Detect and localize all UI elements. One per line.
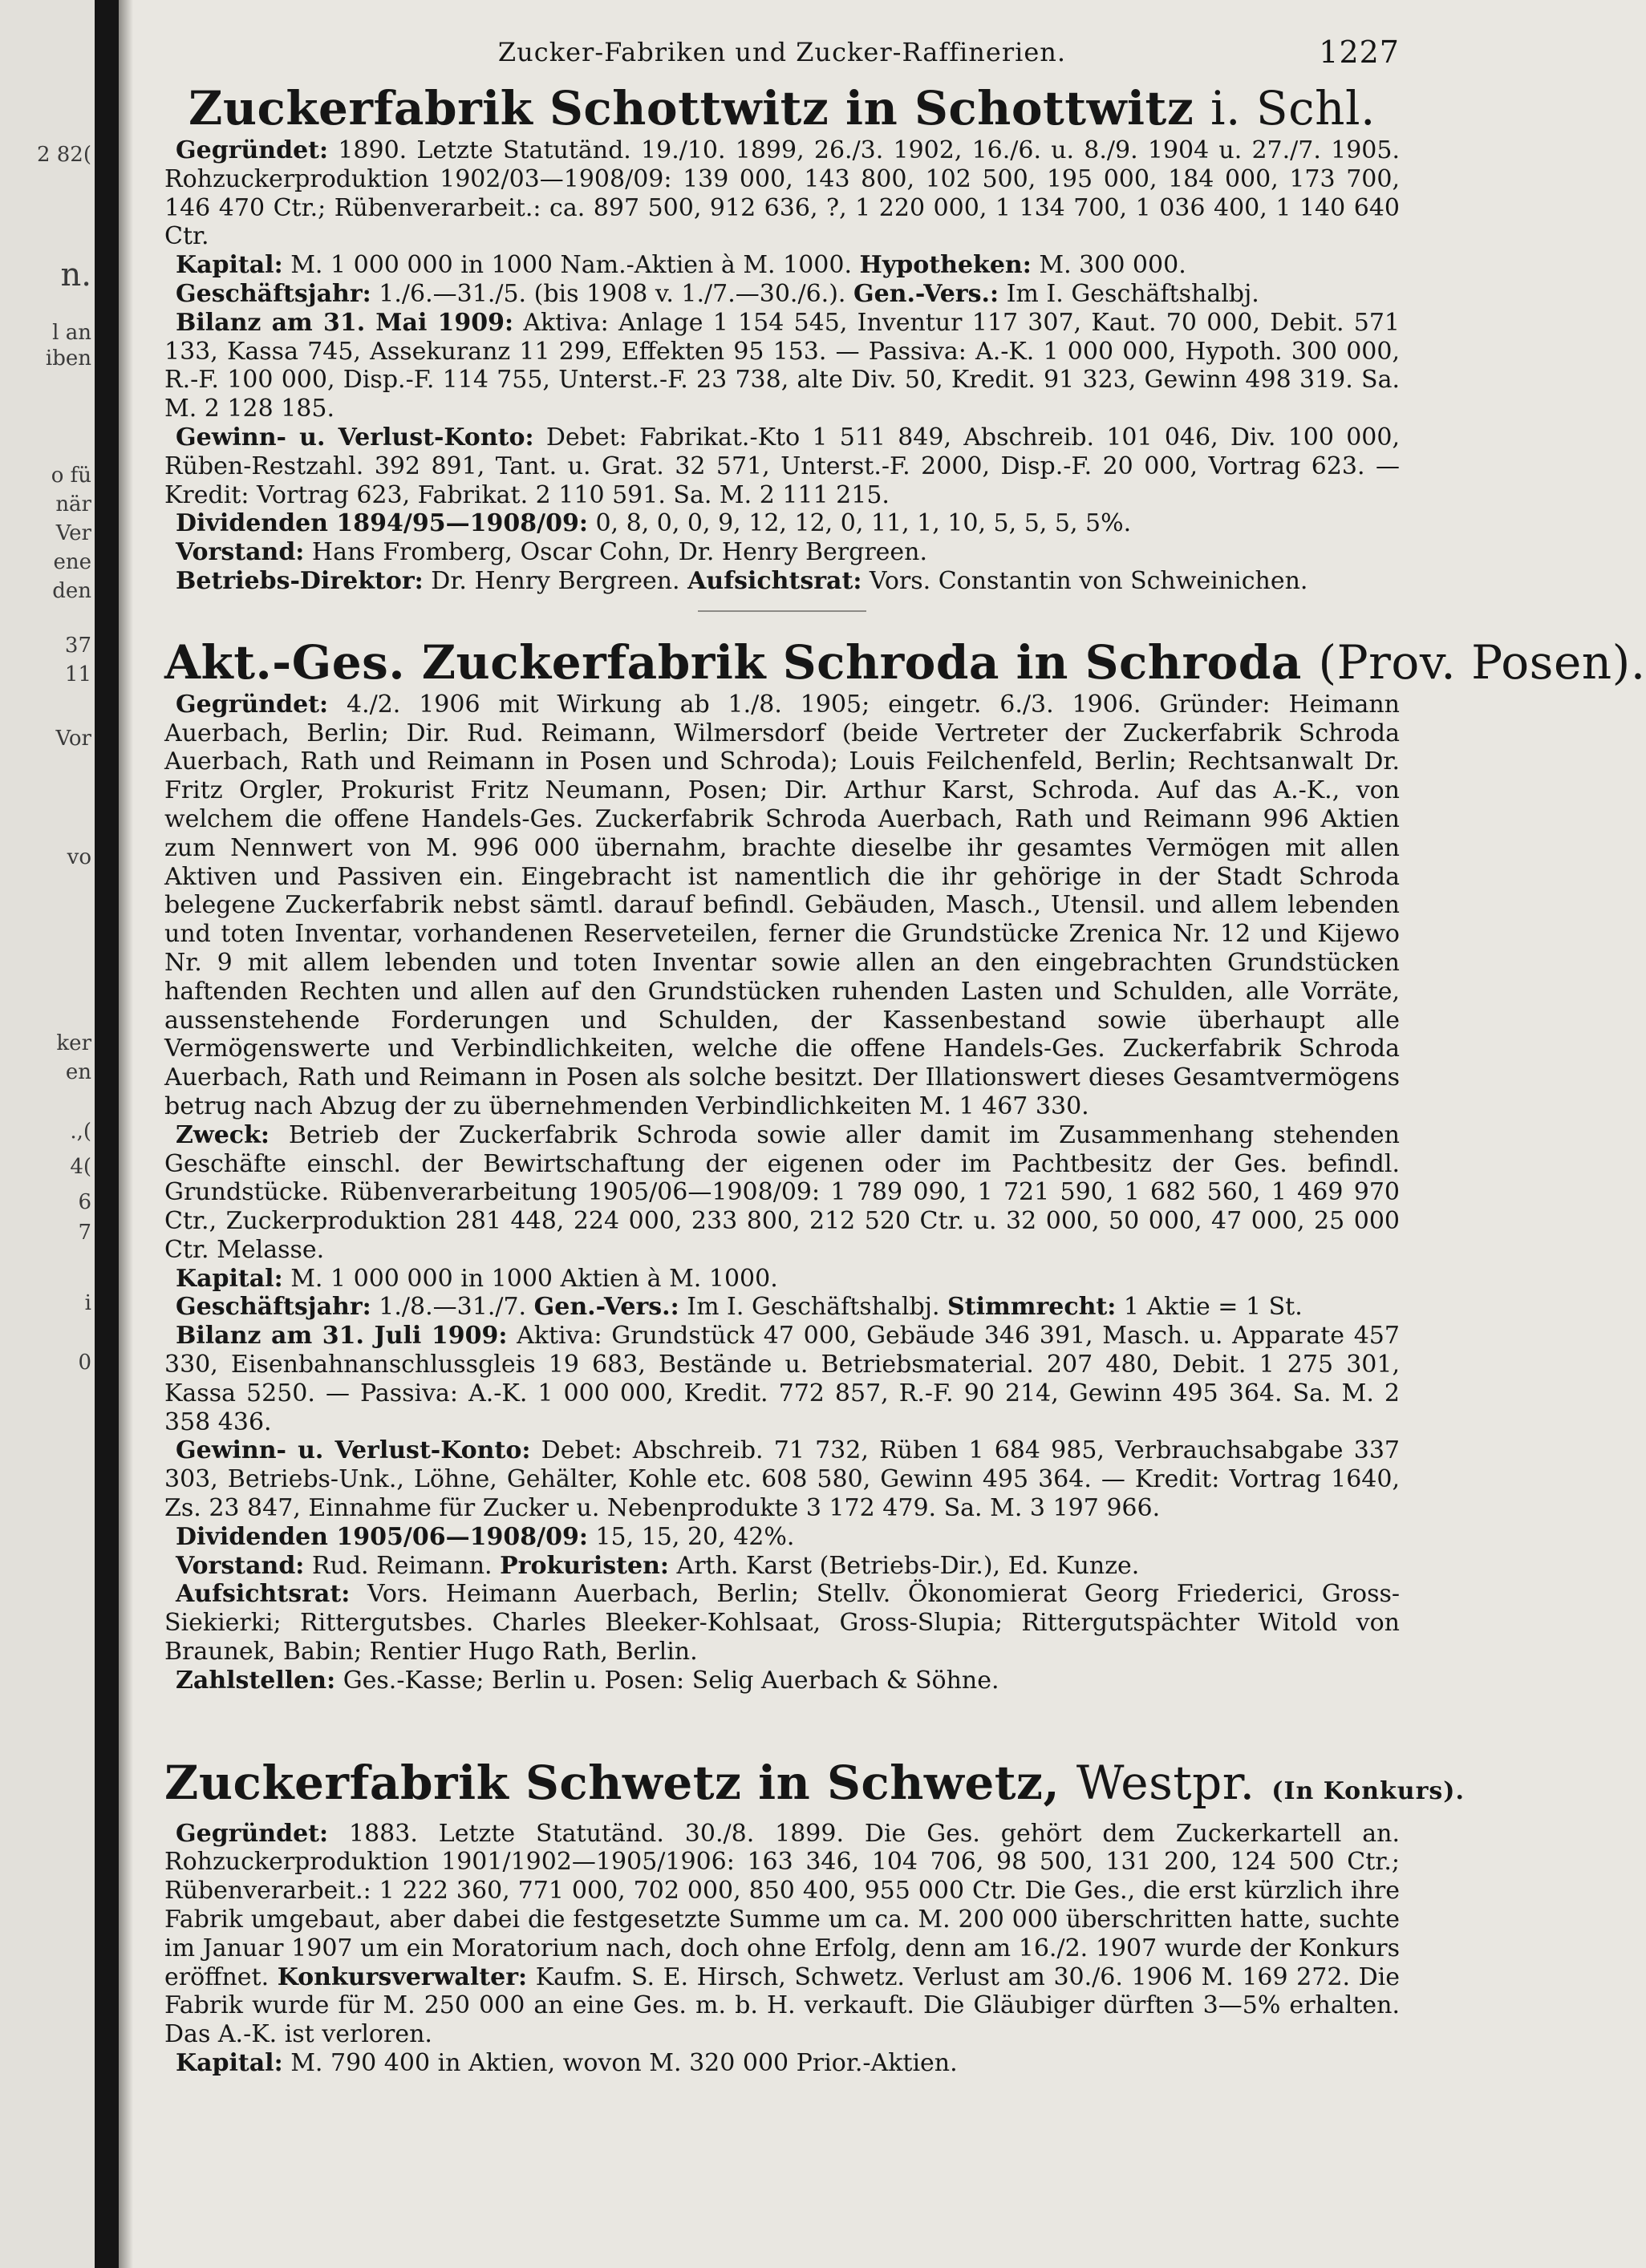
entry-paragraph-dividends — [164, 509, 1400, 538]
facing-page-fragment: l an — [52, 321, 91, 345]
company-entry-schottwitz — [164, 80, 1400, 596]
company-name: Akt.-Ges. Zuckerfabrik Schroda in Schroda — [164, 634, 1302, 690]
running-header — [164, 34, 1400, 80]
facing-page-fragment: 0 — [78, 1351, 91, 1375]
field-text: 1890. Letzte Statutänd. 19./10. 1899, 26./3. 1902, 16./6. u. 8./9. 1904 u. 27./7. 1905. Rohzuckerproduktion 1902/03—1908/09: 139 000, 143 800, 102 500, 195 000, 184 000, 173 700, 146 470 Ctr.; Rübenverarbeit.: ca. 897 500, 912 636, ?, 1 220 000, 1 134 700, 1 036 400, 1 140 640 Ctr. — [164, 136, 1400, 251]
field-label: Vorstand: — [176, 538, 305, 567]
company-name: Zuckerfabrik Schwetz in Schwetz, — [164, 1755, 1060, 1810]
facing-page-fragment: den — [52, 579, 91, 603]
field-label: Gen.-Vers.: — [853, 279, 999, 308]
entry-paragraph-profit-loss — [164, 423, 1400, 509]
company-location: (Prov. Posen). — [1318, 634, 1646, 690]
field-label: Prokuristen: — [500, 1551, 670, 1580]
facing-page-fragment: .,( — [70, 1120, 91, 1144]
field-label: Betriebs-Direktor: — [176, 566, 424, 595]
field-label: Konkursverwalter: — [277, 1962, 528, 1991]
bankruptcy-note: (In Konkurs). — [1271, 1776, 1465, 1805]
facing-page-fragment: ene — [53, 550, 91, 574]
field-label: Dividenden 1894/95—1908/09: — [176, 509, 588, 538]
page-number: 1227 — [1319, 34, 1400, 70]
entry-paragraph-capital — [164, 2049, 1400, 2078]
entry-paragraph-founded — [164, 1820, 1400, 2049]
facing-page-fragment: vo — [67, 845, 91, 869]
field-text: 15, 15, 20, 42%. — [587, 1522, 795, 1551]
facing-page-fragment: 6 — [78, 1190, 91, 1214]
field-text: Aktiva: Anlage 1 154 545, Inventur 117 307, Kaut. 70 000, Debit. 571 133, Kassa 745, Assekuranz 11 299, Effekten 95 153. — Passiva: A.-K. 1 000 000, Hypoth. 300 000, R.-F. 100 000, Disp.-F. 114 755, Unterst.-F. 23 738, alte Div. 50, Kredit. 91 323, Gewinn 498 319. Sa. M. 2 128 185. — [164, 308, 1400, 423]
section-gap — [164, 1695, 1400, 1755]
field-text: Rud. Reimann. — [304, 1551, 501, 1580]
facing-page-fragment: n. — [60, 257, 91, 294]
entry-paragraph-balance — [164, 309, 1400, 423]
field-label: Aufsichtsrat: — [687, 566, 862, 595]
company-heading — [164, 80, 1400, 136]
field-text: Ges.-Kasse; Berlin u. Posen: Selig Auerbach & Söhne. — [335, 1666, 999, 1695]
company-location: i. Schl. — [1210, 81, 1376, 136]
book-spine — [95, 0, 119, 2268]
entry-paragraph-dividends — [164, 1523, 1400, 1552]
field-label: Geschäftsjahr: — [176, 1293, 371, 1322]
field-label: Stimmrecht: — [947, 1293, 1117, 1322]
entry-paragraph-capital — [164, 251, 1400, 280]
entry-paragraph-profit-loss — [164, 1436, 1400, 1522]
facing-page-fragment: Vor — [55, 727, 91, 751]
entry-paragraph-capital — [164, 1265, 1400, 1294]
field-text: Arth. Karst (Betriebs-Dir.), Ed. Kunze. — [669, 1551, 1140, 1580]
field-text: M. 1 000 000 in 1000 Aktien à M. 1000. — [282, 1264, 778, 1293]
facing-page-fragment: o fü — [51, 464, 91, 488]
facing-page-fragment: 7 — [78, 1221, 91, 1245]
entry-paragraph-founded — [164, 691, 1400, 1121]
field-text: Vors. Heimann Auerbach, Berlin; Stellv. Ökonomierat Georg Friederici, Gross-Siekierki; Rittergutsbes. Charles Bleeker-Kohlsaat, Gross-Slupia; Rittergutspächter Witold von Braunek, Babin; Rentier Hugo Rath, Berlin. — [164, 1580, 1400, 1667]
document-page — [164, 34, 1646, 2078]
facing-page-fragment: iben — [45, 346, 91, 371]
running-title: Zucker-Fabriken und Zucker-Raffinerien. — [497, 37, 1067, 67]
field-text: Betrieb der Zuckerfabrik Schroda sowie aller damit im Zusammenhang stehenden Geschäfte einschl. der Bewirtschaftung der eigenen oder im Pachtbesitz der Ges. befindl. Grundstücke. Rübenverarbeitung 1905/06—1908/09: 1 789 090, 1 721 590, 1 682 560, 1 469 970 Ctr., Zuckerproduktion 281 448, 224 000, 233 800, 212 520 Ctr. u. 32 000, 50 000, 47 000, 25 000 Ctr. Melasse. — [164, 1120, 1400, 1264]
facing-page-fragment: ker — [56, 1031, 91, 1055]
company-entry-schwetz — [164, 1755, 1465, 2078]
section-divider — [698, 610, 866, 612]
field-text: 4./2. 1906 mit Wirkung ab 1./8. 1905; eingetr. 6./3. 1906. Gründer: Heimann Auerbach, Berlin; Dir. Rud. Reimann, Wilmersdorf (beide Vertreter der Zuckerfabrik Schroda Auerbach, Rath und Reimann in Posen und Schroda); Louis Feilchenfeld, Berlin; Rechtsanwalt Dr. Fritz Orgler, Prokurist Fritz Neumann, Posen; Dir. Arthur Karst, Schroda. Auf das A.-K., von welchem die offene Handels-Ges. Zuckerfabrik Schroda Auerbach, Rath und Reimann 996 Aktien zum Nennwert von M. 996 000 übernahm, brachte dieselbe ihr gesamtes Vermögen mit allen Aktiven und Passiven ein. Eingebracht ist namentlich die ihr gehörige in der Stadt Schroda belegene Zuckerfabrik nebst sämtl. darauf befindl. Gebäuden, Masch., Utensil. und allem lebenden und toten Inventar, vorhandenen Reserveteilen, ferner die Grundstücke Zrenica Nr. 12 und Kijewo Nr. 9 mit allem lebenden und toten Inventar sowie allen an den eingebrachten Grundstücken haftenden Rechten und allen auf den Grundstücken ruhenden Lasten und Schulden, alle Vorräte, aussenstehende Forderungen und Schulden, der Kassenbestand sowie überhaupt alle Vermögenswerte und Verbindlichkeiten, welche die offene Handels-Ges. Zuckerfabrik Schroda Auerbach, Rath und Reimann in Posen als solche besitzt. Der Illationswert dieses Gesamtvermögens betrug nach Abzug der zu übernehmenden Verbindlichkeiten M. 1 467 330. — [164, 690, 1400, 1120]
field-text: M. 300 000. — [1031, 251, 1186, 280]
field-label: Kapital: — [176, 1264, 283, 1293]
facing-page-margin — [0, 0, 95, 2268]
company-heading — [164, 1755, 1465, 1820]
entry-paragraph-supervisory-board — [164, 1580, 1400, 1666]
field-text: Kaufm. S. E. Hirsch, Schwetz. Verlust am 30./6. 1906 M. 169 272. Die Fabrik wurde für M. 250 000 an eine Ges. m. b. H. verkauft. Die Gläubiger dürften 3—5% erhalten. Das A.-K. ist verloren. — [164, 1962, 1400, 2049]
facing-page-fragment: 37 — [64, 634, 91, 658]
entry-paragraph-founded — [164, 136, 1400, 251]
facing-page-fragment: när — [55, 492, 91, 516]
field-label: Dividenden 1905/06—1908/09: — [176, 1522, 588, 1551]
field-text: Hans Fromberg, Oscar Cohn, Dr. Henry Bergreen. — [304, 538, 928, 567]
facing-page-fragment: 2 82( — [36, 143, 91, 167]
field-label: Bilanz am 31. Mai 1909: — [176, 308, 514, 337]
field-label: Gegründet: — [176, 690, 329, 719]
company-name: Zuckerfabrik Schottwitz in Schottwitz — [189, 81, 1194, 136]
field-label: Aufsichtsrat: — [176, 1580, 351, 1609]
field-text: 1 Aktie = 1 St. — [1116, 1293, 1303, 1322]
entry-paragraph-fiscal-year — [164, 1293, 1400, 1322]
field-label: Gegründet: — [176, 1819, 329, 1848]
field-label: Hypotheken: — [859, 251, 1032, 280]
field-label: Vorstand: — [176, 1551, 305, 1580]
field-text: M. 1 000 000 in 1000 Nam.-Aktien à M. 1000. — [282, 251, 860, 280]
field-label: Kapital: — [176, 2049, 283, 2078]
entry-paragraph-balance — [164, 1322, 1400, 1436]
field-text: 1./8.—31./7. — [371, 1293, 534, 1322]
field-text: Debet: Fabrikat.-Kto 1 511 849, Abschreib. 101 046, Div. 100 000, Rüben-Restzahl. 392 891, Tant. u. Grat. 32 571, Unterst.-F. 2000, Disp.-F. 20 000, Vortrag 623. — Kredit: Vortrag 623, Fabrikat. 2 110 591. Sa. M. 2 111 215. — [164, 423, 1400, 509]
field-text: Im I. Geschäftshalbj. — [679, 1293, 948, 1322]
field-label: Zweck: — [176, 1120, 270, 1149]
field-text: M. 790 400 in Aktien, wovon M. 320 000 Prior.-Aktien. — [282, 2049, 958, 2078]
entry-paragraph-board — [164, 1552, 1400, 1581]
field-label: Kapital: — [176, 251, 283, 280]
field-label: Gewinn- u. Verlust-Konto: — [176, 423, 534, 452]
field-label: Gewinn- u. Verlust-Konto: — [176, 1436, 531, 1465]
field-text: Debet: Abschreib. 71 732, Rüben 1 684 985, Verbrauchsabgabe 337 303, Betriebs-Unk., Löhne, Gehälter, Kohle etc. 608 580, Gewinn 495 364. — Kredit: Vortrag 1640, Zs. 23 847, Einnahme für Zucker u. Nebenprodukte 3 172 479. Sa. M. 3 197 966. — [164, 1436, 1400, 1523]
field-text: Dr. Henry Bergreen. — [423, 566, 688, 595]
company-entry-schroda — [164, 634, 1646, 1695]
facing-page-fragment: en — [65, 1060, 91, 1084]
field-label: Gen.-Vers.: — [533, 1293, 679, 1322]
facing-page-fragment: 11 — [64, 662, 91, 686]
field-text: 0, 8, 0, 0, 9, 12, 12, 0, 11, 1, 10, 5, 5, 5, 5%. — [587, 509, 1132, 538]
field-text: Im I. Geschäftshalbj. — [999, 279, 1259, 308]
facing-page-fragment: i — [84, 1291, 91, 1315]
field-label: Bilanz am 31. Juli 1909: — [176, 1322, 508, 1351]
entry-paragraph-fiscal-year — [164, 280, 1400, 309]
facing-page-fragment: Ver — [55, 521, 91, 545]
facing-page-fragment: 4( — [70, 1155, 91, 1179]
field-text: 1883. Letzte Statutänd. 30./8. 1899. Die Ges. gehört dem Zuckerkartell an. Rohzuckerproduktion 1901/1902—1905/1906: 163 346, 104 706, 98 500, 131 200, 124 500 Ctr.; Rübenverarbeit.: 1 222 360, 771 000, 702 000, 850 400, 955 000 Ctr. Die Ges., die erst kürzlich ihre Fabrik umgebaut, aber dabei die festgesetzte Summe um ca. M. 200 000 überschritten hatte, suchte im Januar 1907 um ein Moratorium nach, doch ohne Erfolg, denn am 16./2. 1907 wurde der Konkurs eröffnet. — [164, 1819, 1400, 1991]
field-text: 1./6.—31./5. (bis 1908 v. 1./7.—30./6.). — [371, 279, 853, 308]
field-label: Zahlstellen: — [176, 1666, 336, 1695]
company-location: Westpr. — [1076, 1755, 1255, 1810]
company-heading — [164, 634, 1646, 691]
field-label: Gegründet: — [176, 136, 329, 164]
field-label: Geschäftsjahr: — [176, 279, 371, 308]
entry-paragraph-paying-agents — [164, 1667, 1400, 1695]
field-text: Aktiva: Grundstück 47 000, Gebäude 346 391, Masch. u. Apparate 457 330, Eisenbahnanschlussgleis 19 683, Bestände u. Betriebsmaterial. 207 480, Debit. 1 275 301, Kassa 5250. — Passiva: A.-K. 1 000 000, Kredit. 772 857, R.-F. 90 214, Gewinn 495 364. Sa. M. 2 358 436. — [164, 1322, 1400, 1436]
field-text: Vors. Constantin von Schweinichen. — [862, 566, 1308, 595]
entry-paragraph-board — [164, 538, 1400, 567]
spine-shadow — [119, 0, 133, 2268]
entry-paragraph-purpose — [164, 1121, 1400, 1265]
entry-paragraph-director — [164, 567, 1400, 596]
